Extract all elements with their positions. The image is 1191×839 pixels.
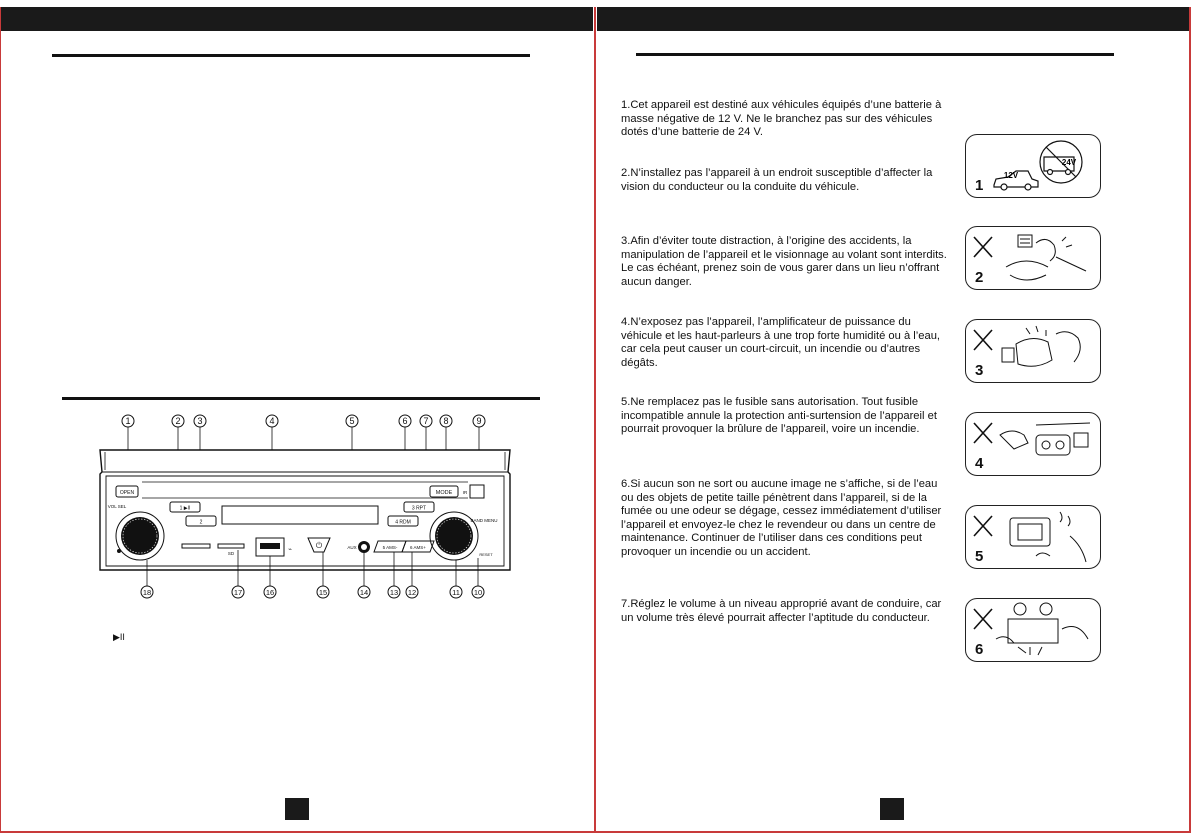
left-header-bar <box>0 7 593 31</box>
malfunction-icon <box>966 506 1100 568</box>
aux-label: AUX <box>347 545 357 550</box>
callout-18: 18 <box>142 588 152 597</box>
callout-15: 15 <box>318 588 328 597</box>
callout-13: 13 <box>389 588 399 597</box>
button-2-label: 2 <box>199 519 203 526</box>
illustration-6 <box>965 598 1101 662</box>
callout-1: 1 <box>125 416 131 426</box>
play-pause-symbol: ▶II <box>113 632 125 642</box>
left-section-rule-top <box>52 54 530 57</box>
callout-14: 14 <box>359 588 369 597</box>
illustration-3-number: 3 <box>975 362 984 379</box>
callout-10: 10 <box>473 588 483 597</box>
callout-3: 3 <box>197 416 203 426</box>
callout-12: 12 <box>407 588 417 597</box>
vol-sel-label: VOL SEL <box>107 504 127 509</box>
open-label: OPEN <box>119 490 135 496</box>
illustration-2-number: 2 <box>975 269 984 286</box>
illustration-3 <box>965 319 1101 383</box>
mode-label: MODE <box>435 490 453 496</box>
ir-label: IR <box>462 490 468 495</box>
warning-6: 6.Si aucun son ne sort ou aucune image ne s’affiche, si de l’eau ou des objets de petite taille pénètrent dans l’appareil, si de la fumée ou une odeur se dégage, cessez immédiatement d’utiliser l’appareil et envoyez-le chez le revendeur ou dans un centre de maintenance. Continuer de l’utiliser dans ces conditions peut provoquer un incendie ou un accident. <box>621 478 942 558</box>
button-4-label: 4 RDM <box>395 519 411 526</box>
humidity-water-icon <box>966 320 1100 382</box>
right-page-number-box <box>880 798 904 820</box>
callout-4: 4 <box>269 416 275 426</box>
volume-level-icon <box>966 599 1100 661</box>
band-menu-label: BAND MENU <box>470 518 498 523</box>
bottom-frame-line <box>0 831 1191 833</box>
callout-16: 16 <box>265 588 275 597</box>
left-frame-line <box>0 7 1 832</box>
fuse-replacement-icon <box>966 413 1100 475</box>
callouts-top <box>122 415 485 427</box>
button-5-label: 5 AMS- <box>382 545 398 550</box>
illustration-4-number: 4 <box>975 455 984 472</box>
head-unit-diagram <box>92 410 522 602</box>
reset-label: RESET <box>479 552 493 557</box>
svg-text:⌁: ⌁ <box>288 547 292 553</box>
callout-17: 17 <box>233 588 243 597</box>
driver-distraction-icon <box>966 227 1100 289</box>
callout-8: 8 <box>443 416 449 426</box>
button-6-label: 6 AMS+ <box>410 545 426 550</box>
callouts-bottom <box>141 586 484 598</box>
left-page-number-box <box>285 798 309 820</box>
illustration-2 <box>965 226 1101 290</box>
right-section-rule-top <box>636 53 1114 56</box>
callout-9: 9 <box>476 416 482 426</box>
illustration-4 <box>965 412 1101 476</box>
warning-2: 2.N’installez pas l’appareil à un endroit susceptible d’affecter la vision du conducteur ou la conduite du véhicule. <box>621 167 933 193</box>
button-1-label: 1 ▶II <box>179 505 191 512</box>
illustration-6-number: 6 <box>975 641 984 658</box>
label-12v: 12V <box>1003 171 1019 180</box>
warning-5: 5.Ne remplacez pas le fusible sans autorisation. Tout fusible incompatible annule la protection anti-surtension de l’appareil et pourrait provoquer la brûlure de l’appareil, voire un incendie. <box>621 396 937 436</box>
callout-6: 6 <box>402 416 408 426</box>
warning-4: 4.N’exposez pas l’appareil, l’amplificateur de puissance du véhicule et les haut-parleurs à une trop forte humidité ou à l’eau, car cela peut causer un court-circuit, un incendie ou d’autres dégâts. <box>621 316 941 369</box>
warning-7: 7.Réglez le volume à un niveau approprié avant de conduire, car un volume très élevé pourrait affecter l’aptitude du conducteur. <box>621 598 942 624</box>
illustration-1-number: 1 <box>975 177 984 194</box>
svg-text:⏻: ⏻ <box>315 541 323 550</box>
callout-5: 5 <box>349 416 355 426</box>
illustration-5 <box>965 505 1101 569</box>
callout-2: 2 <box>175 416 181 426</box>
illustration-1 <box>965 134 1101 198</box>
label-24v: 24V <box>1061 158 1077 167</box>
left-section-rule-diagram <box>62 397 540 400</box>
battery-voltage-icon <box>966 135 1100 197</box>
right-header-bar <box>597 7 1191 31</box>
warning-1: 1.Cet appareil est destiné aux véhicules équipés d’une batterie à masse négative de 12 V. Ne le branchez pas sur des véhicules dotés d’une batterie de 24 V. <box>621 99 942 139</box>
callout-7: 7 <box>423 416 429 426</box>
illustration-5-number: 5 <box>975 548 984 565</box>
sd-label: SD <box>227 551 235 556</box>
head-unit-drawing <box>92 410 522 602</box>
center-divider <box>594 7 596 832</box>
callout-11: 11 <box>452 588 460 597</box>
warning-3: 3.Afin d’éviter toute distraction, à l’origine des accidents, la manipulation de l’appareil et le visionnage au volant sont interdits. Le cas échéant, prenez soin de vous garer dans un lieu n’offrant aucun danger. <box>621 235 947 288</box>
button-3-label: 3 RPT <box>411 505 427 512</box>
